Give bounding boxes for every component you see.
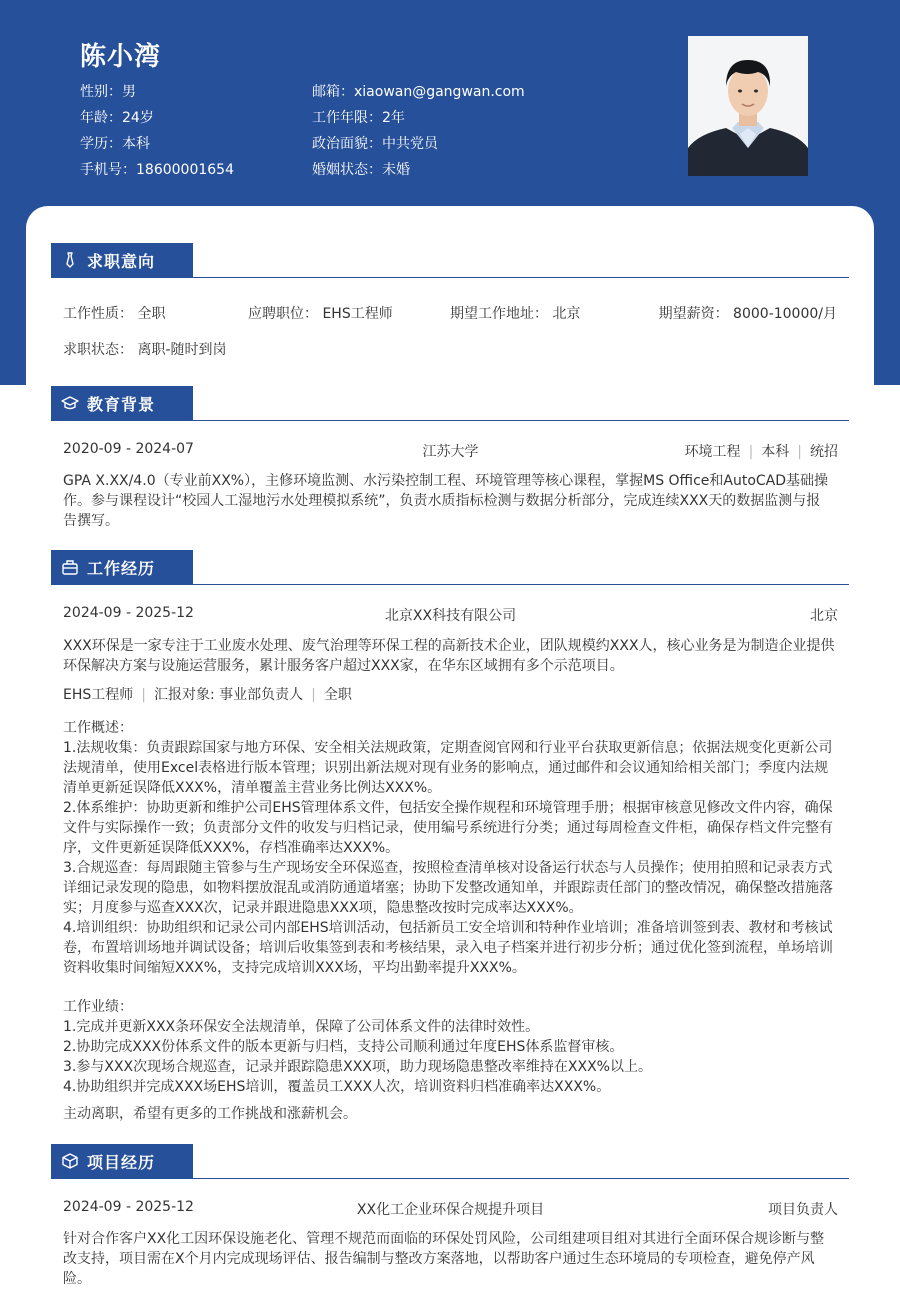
text-line: 针对合作客户XX化工因环保设施老化、管理不规范而面临的环保处罚风险，公司组建项目组对其进行全面环保合规诊断与整 (63, 1231, 825, 1247)
work-achievements (63, 997, 838, 1097)
basic-info-left (80, 79, 234, 183)
text-line: 工作业绩： (63, 999, 133, 1015)
text-line: 卷，布置培训场地并调试设备；培训后收集签到表和考核结果，录入电子档案并进行初步分析；通过优化签到流程，单场培训 (63, 940, 833, 956)
phone: 手机号：18600001654 (80, 162, 234, 178)
education-period: 2020-09 - 2024-07 (63, 441, 194, 457)
work-years: 工作年限：2年 (312, 110, 405, 126)
text-line: 文件与实际操作一致；负责部分文件的收发与归档记录，使用编号系统进行分类；通过每周检查文件柜，确保存档文件完整有 (63, 820, 833, 836)
text-line: 法规清单，使用Excel表格进行版本管理；识别出新法规对现有业务的影响点，通过邮件和会议通知给相关部门；季度内法规 (63, 760, 829, 776)
project-name: XX化工企业环保合规提升项目 (356, 1202, 545, 1218)
job-position: 应聘职位： EHS工程师 (248, 306, 393, 322)
text-line: 3.合规巡查：每周跟随主管参与生产现场安全环保巡查，按照检查清单核对设备运行状态与人员操作；使用拍照和记录表方式 (63, 860, 833, 876)
text-line: 2.体系维护：协助更新和维护公司EHS管理体系文件，包括安全操作规程和环境管理手册；根据审核意见修改文件内容，确保 (63, 800, 833, 816)
age: 年龄：24岁 (80, 110, 154, 126)
project-meta (63, 1199, 838, 1219)
section-work-experience (51, 550, 849, 585)
text-line: GPA X.XX/4.0（专业前XX%），主修环境监测、水污染控制工程、环境管理等核心课程，掌握MS Office和AutoCAD基础操 (63, 473, 829, 489)
section-project-experience (51, 1144, 849, 1179)
text-line: 序，文件更新延误降低XXX%，存档准确率达XXX%。 (63, 840, 400, 856)
section-education (51, 386, 849, 421)
job-title: EHS工程师 (63, 687, 134, 703)
text-line: 主动离职，希望有更多的工作挑战和涨薪机会。 (63, 1106, 357, 1122)
leave-reason (63, 1104, 838, 1124)
work-period: 2024-09 - 2025-12 (63, 605, 194, 621)
enroll-type: 统招 (810, 444, 838, 460)
text-line: 1.完成并更新XXX条环保安全法规清单，保障了公司体系文件的法律时效性。 (63, 1019, 540, 1035)
text-line: 工作概述： (63, 720, 133, 736)
project-period: 2024-09 - 2025-12 (63, 1199, 194, 1215)
section-title-bar (51, 386, 193, 420)
profile-photo (688, 36, 808, 176)
avatar-illustration (688, 36, 808, 176)
education-description (63, 471, 838, 531)
company-intro (63, 636, 838, 676)
education-level: 学历：本科 (80, 136, 150, 152)
email: 邮箱：xiaowan@gangwan.com (312, 84, 525, 100)
text-line: 告撰写。 (63, 513, 119, 529)
tie-icon (61, 251, 79, 269)
section-title: 项目经历 (87, 1152, 156, 1172)
cube-icon (61, 1152, 79, 1170)
section-title: 工作经历 (87, 558, 156, 578)
work-overview (63, 718, 838, 978)
school-name: 江苏大学 (422, 444, 479, 460)
major: 环境工程 (684, 444, 741, 460)
project-role: 项目负责人 (768, 1202, 838, 1218)
gender: 性别：男 (80, 84, 136, 100)
graduation-cap-icon (61, 394, 79, 412)
education-meta (63, 441, 838, 461)
section-job-intent (51, 243, 849, 278)
report-to: 汇报对象: 事业部负责人 (153, 687, 304, 703)
text-line: 实；月度参与巡查XXX次，记录并跟进隐患XXX项，隐患整改按时完成率达XXX%。 (63, 900, 583, 916)
candidate-name: 陈小湾 (80, 42, 162, 72)
section-title-bar (51, 550, 193, 584)
job-status: 求职状态： 离职-随时到岗 (63, 342, 227, 358)
marital-status: 婚姻状态：未婚 (312, 162, 410, 178)
section-title: 教育背景 (87, 394, 156, 414)
work-city: 北京 (810, 608, 838, 624)
text-line: 环保解决方案与设施运营服务，累计服务客户超过XXX家，在华东区域拥有多个示范项目。 (63, 658, 624, 674)
text-line: 险。 (63, 1271, 91, 1287)
expected-salary: 期望薪资： 8000-10000/月 (658, 306, 837, 322)
job-location: 期望工作地址： 北京 (450, 306, 581, 322)
text-line: 改支持，项目需在X个月内完成现场评估、报告编制与整改方案落地，以帮助客户通过生态环境局的专项检查，避免停产风 (63, 1251, 815, 1267)
role-info: EHS工程师 | 汇报对象: 事业部负责人 | 全职 (63, 687, 352, 703)
text-line: 资料收集时间缩短XXX%，支持完成培训XXX场，平均出勤率提升XXX%。 (63, 960, 526, 976)
text-line: 清单更新延误降低XXX%，清单覆盖主营业务比例达XXX%。 (63, 780, 442, 796)
section-title: 求职意向 (87, 251, 156, 271)
basic-info-right (312, 79, 525, 183)
text-line: XXX环保是一家专注于工业废水处理、废气治理等环保工程的高新技术企业，团队规模约XXX人，核心业务是为制造企业提供 (63, 638, 835, 654)
degree: 本科 (761, 444, 790, 460)
text-line: 1.法规收集：负责跟踪国家与地方环保、安全相关法规政策，定期查阅官网和行业平台获取更新信息；依据法规变化更新公司 (63, 740, 833, 756)
section-title-bar (51, 243, 193, 277)
job-type: 工作性质： 全职 (63, 306, 166, 322)
text-line: 详细记录发现的隐患，如物料摆放混乱或消防通道堵塞；协助下发整改通知单，并跟踪责任部门的整改情况，确保整改措施落 (63, 880, 833, 896)
education-details: 环境工程 | 本科 | 统招 (684, 444, 838, 460)
work-meta (63, 605, 838, 625)
briefcase-icon (61, 558, 79, 576)
text-line: 作。参与课程设计“校园人工湿地污水处理模拟系统”，负责水质指标检测与数据分析部分，完成连续XXX天的数据监测与报 (63, 493, 821, 509)
text-line: 3.参与XXX次现场合规巡查，记录并跟踪隐患XXX项，助力现场隐患整改率维持在XXX%以上。 (63, 1059, 652, 1075)
text-line: 4.协助组织并完成XXX场EHS培训，覆盖员工XXX人次，培训资料归档准确率达XXX%。 (63, 1079, 611, 1095)
project-description (63, 1229, 838, 1289)
text-line: 4.培训组织：协助组织和记录公司内部EHS培训活动，包括新员工安全培训和特种作业培训；准备培训签到表、教材和考核试 (63, 920, 833, 936)
company-name: 北京XX科技有限公司 (384, 608, 517, 624)
section-title-bar (51, 1144, 193, 1178)
text-line: 2.协助完成XXX份体系文件的版本更新与归档，支持公司顺利通过年度EHS体系监督审核。 (63, 1039, 624, 1055)
employment-type: 全职 (323, 687, 352, 703)
political-status: 政治面貌：中共党员 (312, 136, 438, 152)
